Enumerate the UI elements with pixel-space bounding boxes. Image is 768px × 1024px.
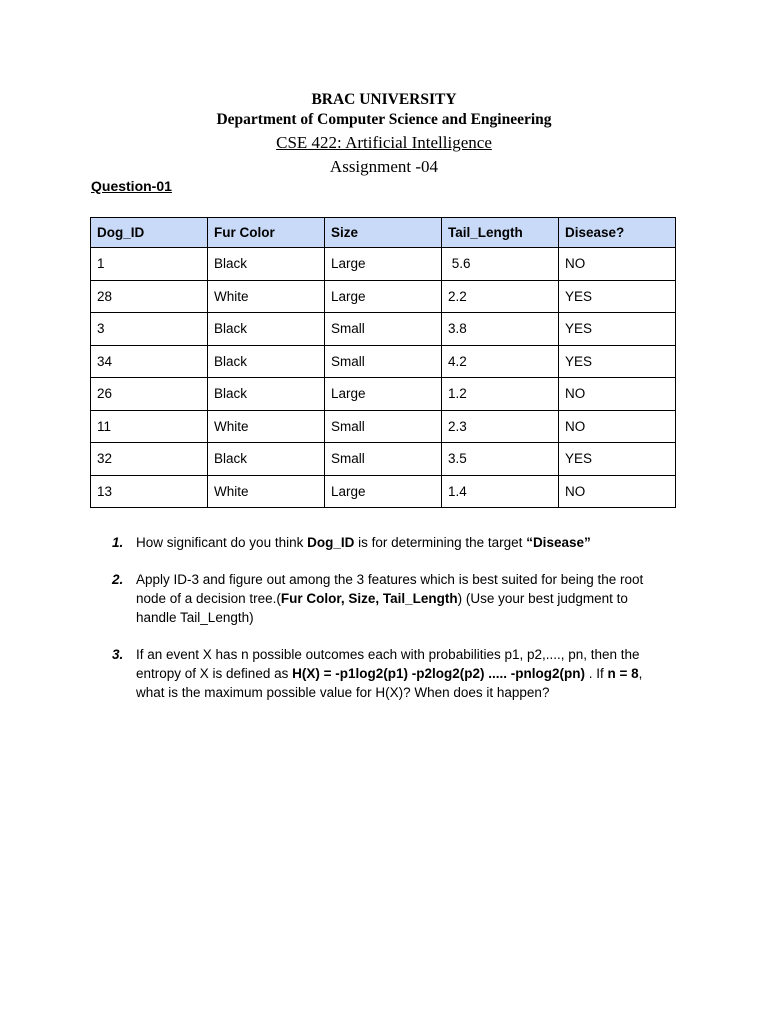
dog-id-cell: 11 xyxy=(91,410,208,443)
table-row xyxy=(91,443,676,476)
question-text: If an event X has n possible outcomes each with probabilities p1, p2,...., pn, then the entropy of X is defined as xyxy=(136,647,640,681)
dog-id-cell: 28 xyxy=(91,280,208,313)
question-text: is for determining the target xyxy=(354,535,527,550)
disease-cell: NO xyxy=(559,378,676,411)
size-cell: Small xyxy=(325,345,442,378)
question-emphasis: Fur Color, Size, Tail_Length xyxy=(280,591,458,606)
tail-length-cell: 1.2 xyxy=(442,378,559,411)
dog-id-cell: 34 xyxy=(91,345,208,378)
header-size: Size xyxy=(325,218,442,248)
question-item xyxy=(112,533,672,552)
question-list xyxy=(112,533,672,720)
table-row xyxy=(91,248,676,281)
tail-length-cell: 5.6 xyxy=(442,248,559,281)
disease-cell: YES xyxy=(559,280,676,313)
table-header-row xyxy=(91,218,676,248)
tail-length-cell: 1.4 xyxy=(442,475,559,508)
table-body xyxy=(91,248,676,508)
fur-color-cell: Black xyxy=(208,345,325,378)
disease-cell: NO xyxy=(559,475,676,508)
tail-length-cell: 2.3 xyxy=(442,410,559,443)
disease-cell: NO xyxy=(559,248,676,281)
question-text: , what is the maximum possible value for H(X)? When does it happen? xyxy=(136,666,643,700)
header-tail-length: Tail_Length xyxy=(442,218,559,248)
question-emphasis: “Disease” xyxy=(526,535,591,550)
question-text: . If xyxy=(584,666,608,681)
header-disease: Disease? xyxy=(559,218,676,248)
question-number: 1. xyxy=(112,535,124,550)
dog-data-table xyxy=(90,217,676,508)
fur-color-cell: Black xyxy=(208,313,325,346)
question-text: ) (Use your best judgment to handle Tail_Length) xyxy=(136,591,628,625)
size-cell: Small xyxy=(325,443,442,476)
size-cell: Large xyxy=(325,248,442,281)
fur-color-cell: White xyxy=(208,410,325,443)
question-heading: Question-01 xyxy=(91,178,172,194)
dog-id-cell: 3 xyxy=(91,313,208,346)
question-text: Apply ID-3 and figure out among the 3 features which is best suited for being the root node of a decision tree.( xyxy=(136,572,644,606)
department-name: Department of Computer Science and Engineering xyxy=(216,111,552,128)
university-name: BRAC UNIVERSITY xyxy=(311,91,457,108)
fur-color-cell: Black xyxy=(208,443,325,476)
tail-length-cell: 3.8 xyxy=(442,313,559,346)
dog-id-cell: 32 xyxy=(91,443,208,476)
size-cell: Large xyxy=(325,475,442,508)
question-emphasis: Dog_ID xyxy=(307,535,355,550)
size-cell: Large xyxy=(325,280,442,313)
disease-cell: YES xyxy=(559,313,676,346)
fur-color-cell: Black xyxy=(208,248,325,281)
table-row xyxy=(91,378,676,411)
course-title: CSE 422: Artificial Intelligence xyxy=(276,133,492,152)
fur-color-cell: White xyxy=(208,280,325,313)
table-row xyxy=(91,410,676,443)
table-row xyxy=(91,313,676,346)
question-item xyxy=(112,645,672,702)
disease-cell: NO xyxy=(559,410,676,443)
size-cell: Small xyxy=(325,410,442,443)
table-row xyxy=(91,345,676,378)
dog-id-cell: 13 xyxy=(91,475,208,508)
dog-id-cell: 1 xyxy=(91,248,208,281)
question-item xyxy=(112,570,672,627)
header-dog-id: Dog_ID xyxy=(91,218,208,248)
tail-length-cell: 4.2 xyxy=(442,345,559,378)
header-fur-color: Fur Color xyxy=(208,218,325,248)
question-number: 3. xyxy=(112,647,124,662)
tail-length-cell: 3.5 xyxy=(442,443,559,476)
fur-color-cell: Black xyxy=(208,378,325,411)
question-text: How significant do you think xyxy=(136,535,308,550)
size-cell: Small xyxy=(325,313,442,346)
question-number: 2. xyxy=(112,572,124,587)
table-row xyxy=(91,280,676,313)
tail-length-cell: 2.2 xyxy=(442,280,559,313)
disease-cell: YES xyxy=(559,345,676,378)
size-cell: Large xyxy=(325,378,442,411)
dog-id-cell: 26 xyxy=(91,378,208,411)
question-emphasis: n = 8 xyxy=(607,666,639,681)
question-emphasis: H(X) = -p1log2(p1) -p2log2(p2) ..... -pnlog2(pn) xyxy=(292,666,585,681)
fur-color-cell: White xyxy=(208,475,325,508)
assignment-title: Assignment -04 xyxy=(329,157,439,176)
table-row xyxy=(91,475,676,508)
disease-cell: YES xyxy=(559,443,676,476)
